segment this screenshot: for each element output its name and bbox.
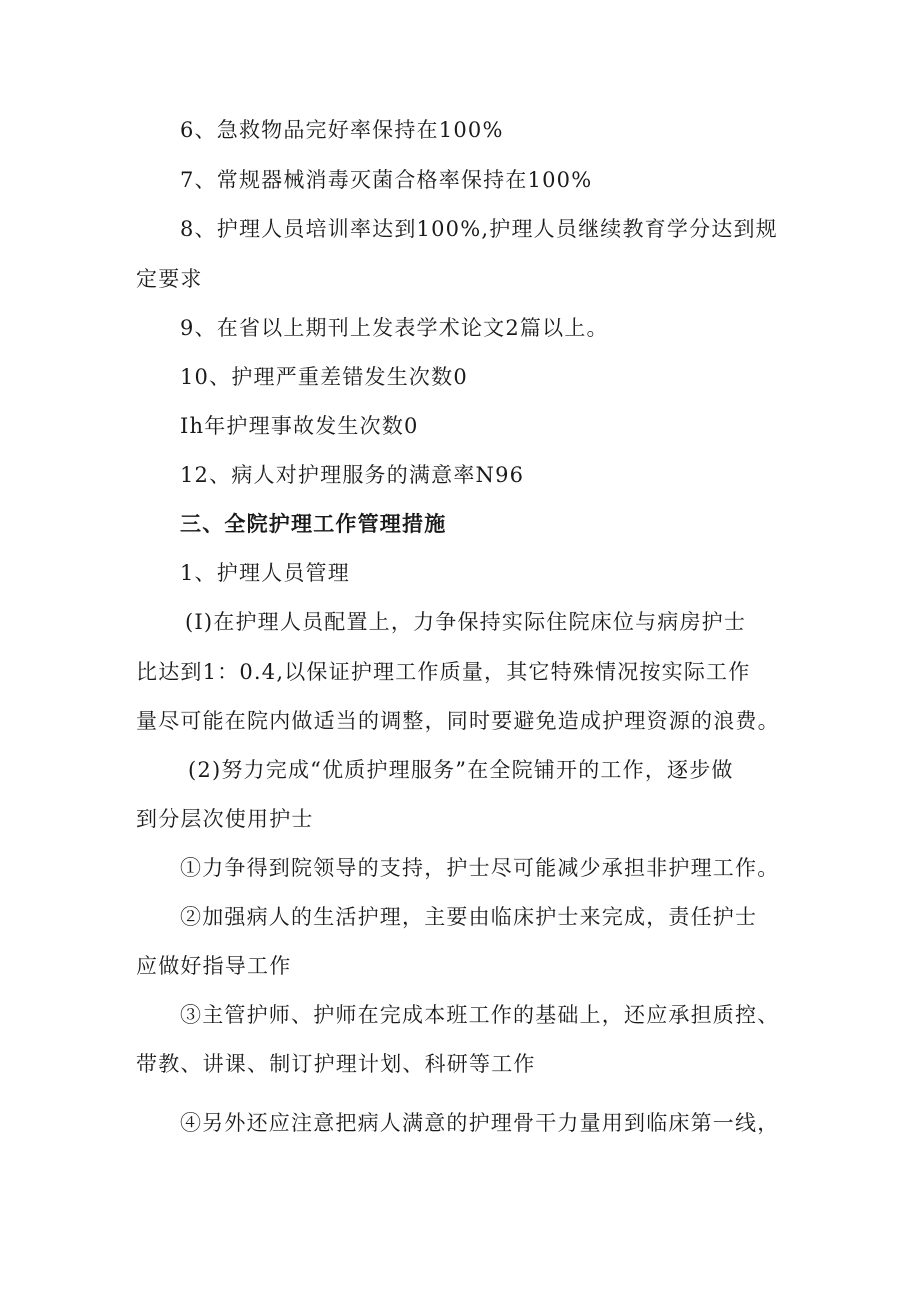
paragraph-1-line-1: (I)在护理人员配置上，力争保持实际住院床位与病房护士 — [185, 610, 747, 634]
section-heading: 三、全院护理工作管理措施 — [180, 511, 447, 536]
goal-item-6: 6、急救物品完好率保持在100% — [180, 118, 504, 142]
goal-item-12: 12、病人对护理服务的满意率N96 — [180, 463, 525, 487]
point-2-line-1: ②加强病人的生活护理，主要由临床护士来完成，责任护士 — [180, 905, 758, 929]
goal-item-8: 8、护理人员培训率达到100%,护理人员继续教育学分达到规 — [180, 217, 778, 241]
point-3-line-2: 带教、讲课、制订护理计划、科研等工作 — [136, 1052, 536, 1076]
goal-item-10: 10、护理严重差错发生次数0 — [180, 365, 468, 389]
paragraph-2-line-1: (2)努力完成“优质护理服务”在全院铺开的工作，逐步做 — [188, 758, 734, 782]
point-1: ①力争得到院领导的支持，护士尽可能减少承担非护理工作。 — [180, 856, 780, 880]
paragraph-1-line-3: 量尽可能在院内做适当的调整，同时要避免造成护理资源的浪费。 — [136, 709, 780, 733]
goal-item-8-continued: 定要求 — [136, 267, 203, 291]
goal-item-11: Ih年护理事故发生次数0 — [180, 414, 419, 438]
paragraph-1-line-2: 比达到1：0.4,以保证护理工作质量，其它特殊情况按实际工作 — [136, 660, 751, 684]
point-3-line-1: ③主管护师、护师在完成本班工作的基础上，还应承担质控、 — [180, 1003, 780, 1027]
subsection-heading: 1、护理人员管理 — [180, 561, 350, 585]
point-4-line-1: ④另外还应注意把病人满意的护理骨干力量用到临床第一线， — [180, 1111, 780, 1135]
paragraph-2-line-2: 到分层次使用护士 — [136, 807, 314, 831]
point-2-line-2: 应做好指导工作 — [136, 954, 292, 978]
goal-item-9: 9、在省以上期刊上发表学术论文2篇以上。 — [180, 316, 609, 340]
goal-item-7: 7、常规器械消毒灭菌合格率保持在100% — [180, 168, 593, 192]
